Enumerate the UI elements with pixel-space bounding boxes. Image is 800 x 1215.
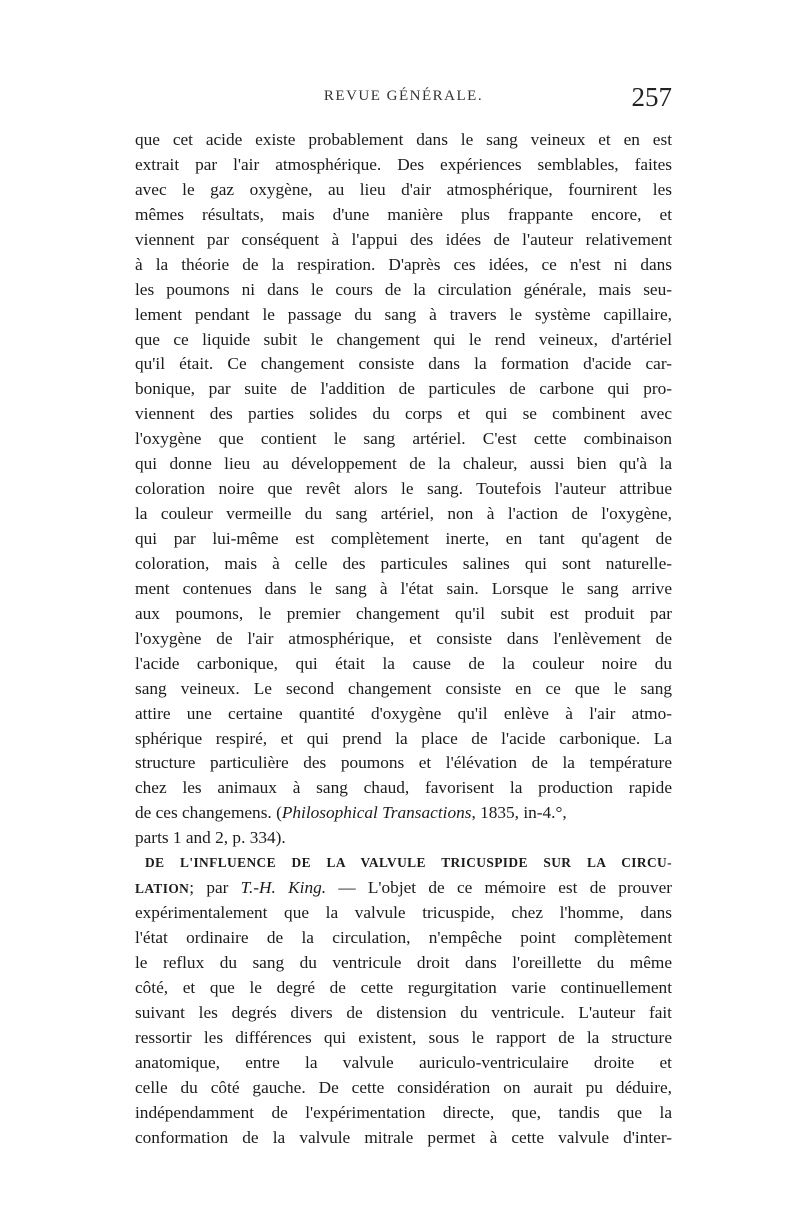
paragraph-respiration [135,128,672,801]
text-line: l'acide carbonique, qui était la cause de la couleur noire du [135,653,672,673]
text-line: la couleur vermeille du sang artériel, non à l'action de l'oxygène, [135,504,672,524]
text-line: avec le gaz oxygène, au lieu d'air atmosphérique, fournirent les [135,179,672,199]
text-line: l'oxygène de l'air atmosphérique, et consiste dans l'enlèvement de [135,628,672,648]
text-line: expérimentalement que la valvule tricuspide, chez l'homme, dans [135,903,672,923]
text-line: attire une certaine quantité d'oxygène qu'il enlève à l'air atmo- [135,703,672,723]
section-by: ; par [189,878,241,898]
text-line: indépendamment de l'expérimentation directe, que, tandis que la [135,1102,672,1122]
text-line: qu'il était. Ce changement consiste dans la formation d'acide car- [135,354,672,374]
text-line: bonique, par suite de l'addition de particules de carbone qui pro- [135,379,672,399]
citation-details: , 1835, in-4.°, [471,803,567,823]
citation-open: ( [271,803,282,823]
text-line: structure particulière des poumons et l'élévation de la température [135,753,672,773]
citation-journal: Philosophical Transactions [281,803,472,823]
citation-end: parts 1 and 2, p. 334). [135,828,286,848]
text-line: extrait par l'air atmosphérique. Des expériences semblables, faites [135,154,672,174]
text-line [135,801,672,826]
text-line: l'oxygène que contient le sang artériel. C'est cette combinaison [135,429,672,449]
page-header [135,82,672,120]
text-line: anatomique, entre la valvule auriculo-ventriculaire droite et [135,1052,672,1072]
text-line: que ce liquide subit le changement qui le rend veineux, d'artériel [135,329,672,349]
text-line: conformation de la valvule mitrale permet à cette valvule d'inter- [135,1127,672,1147]
page-body [135,128,672,1150]
text-line: coloration noire que revêt alors le sang. Toutefois l'auteur attribue [135,479,672,499]
text-line: sphérique respiré, et qui prend la place de l'acide carbonique. La [135,728,672,748]
text-line: à la théorie de la respiration. D'après ces idées, ce n'est ni dans [135,254,672,274]
text-line: que cet acide existe probablement dans le sang veineux et en est [135,130,672,149]
text-line [135,876,672,901]
text-line: sang veineux. Le second changement consiste en ce que le sang [135,678,672,698]
text-line: coloration, mais à celle des particules salines qui sont naturelle- [135,553,672,573]
text-line: chez les animaux à sang chaud, favorisent la production rapide [135,778,672,798]
text-line [135,826,672,851]
text-line: qui donne lieu au développement de la chaleur, aussi bien qu'à la [135,454,672,474]
paragraph-tricuspid [135,901,672,1150]
section-intro: — L'objet de ce mémoire est de prouver [326,878,672,898]
running-title: REVUE GÉNÉRALE. [323,88,484,104]
text-line: les poumons ni dans le cours de la circulation générale, mais seu- [135,279,672,299]
text-line: aux poumons, le premier changement qu'il subit est produit par [135,603,672,623]
text-line: suivant les degrés divers de distension du ventricule. L'auteur fait [135,1002,672,1022]
citation-lead: de ces changemens. [135,803,272,823]
text-line: le reflux du sang du ventricule droit dans l'oreillette du même [135,952,672,972]
section-title: DE L'INFLUENCE DE LA VALVULE TRICUSPIDE SUR LA CIRCU- [145,855,672,871]
text-line: ressortir les différences qui existent, sous le rapport de la structure [135,1027,672,1047]
text-line: ment contenues dans le sang à l'état sain. Lorsque le sang arrive [135,578,672,598]
text-line: qui par lui-même est complètement inerte, en tant qu'agent de [135,529,672,548]
section-title-end: LATION [135,881,190,897]
text-line: celle du côté gauche. De cette considération on aurait pu déduire, [135,1077,672,1097]
text-line: viennent des parties solides du corps et qui se combinent avec [135,404,672,424]
text-line: côté, et que le degré de cette regurgitation varie continuellement [135,977,672,997]
text-line: lement pendant le passage du sang à travers le système capillaire, [135,304,672,324]
text-line: l'état ordinaire de la circulation, n'empêche point complètement [135,928,672,947]
page-number: 257 [631,82,672,112]
text-line: mêmes résultats, mais d'une manière plus frappante encore, et [135,204,672,224]
section-author: T.-H. King. [240,878,327,898]
text-line: viennent par conséquent à l'appui des idées de l'auteur relativement [135,229,672,249]
